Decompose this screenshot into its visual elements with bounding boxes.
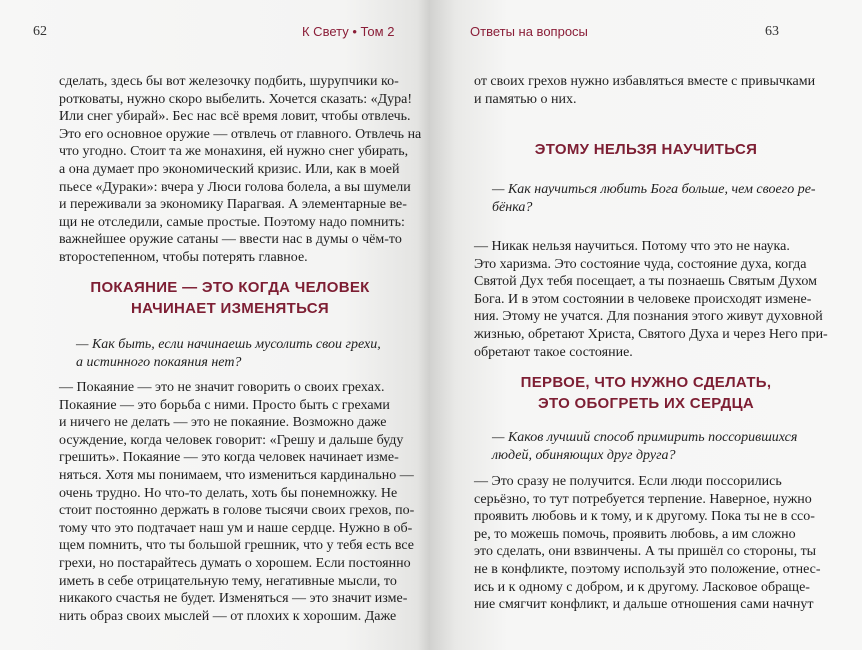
text-line: второстепенном, чтобы потерять главное. [59,249,308,265]
text-line: — Покаяние — это не значит говорить о своих грехах. [59,380,385,395]
text-line: щем помнить, что ты большой грешник, что у тебя есть все [59,538,414,554]
text-line: ПЕРВОЕ, ЧТО НУЖНО СДЕЛАТЬ, [520,374,772,391]
text-line: иметь в себе отрицательную тему, негативные мысли, то [59,573,397,589]
right-page-number: 63 [765,24,779,39]
text-line: нить образ своих мыслей — от плохих к хорошим. Даже [59,608,397,624]
text-line: жизнью, обретают Христа, Святого Духа и через Него при- [474,326,828,342]
text-line: ние смягчит конфликт, и дальше отношения сами начнут [474,597,814,613]
text-line: а она думает про экономический кризис. Или, как в моей [59,161,400,177]
text-line: от своих грехов нужно избавляться вместе с привычками [474,74,816,89]
text-line: осуждение, когда человек говорит: «Грешу и дальше буду [59,432,404,448]
text-line: ре, то можешь помочь, проявить любовь, а им сложно [474,526,796,542]
text-line: серьёзно, то тут потребуется терпение. Наверное, нужно [474,491,812,507]
right-answer-2 [474,473,821,614]
text-line: Святой Дух тебя посещает, а ты познаешь Святым Духом [474,274,817,290]
left-paragraph-1 [59,73,422,267]
text-line: — Как научиться любить Бога больше, чем своего ре- [492,182,816,197]
right-question-2 [492,429,797,464]
text-line: грехи, но постарайтесь думать о хорошем. Если постоянно [59,555,411,571]
text-line: ЭТО ОБОГРЕТЬ ИХ СЕРДЦА [538,395,754,412]
text-line: тому что это подтачает наш ум и наше сердце. Нужно в об- [59,520,413,536]
text-line: проявить любовь и к тому, и к другому. Пока ты не в ссо- [474,509,815,525]
left-running-title: К Свету • Том 2 [302,24,395,39]
text-line: это сделать, они взвинчены. А ты пришёл со стороны, ты [474,544,817,560]
text-line: Покаяние — это борьба с ними. Просто быть с грехами [59,397,390,413]
text-line: важнейшее оружие сатаны — ввести нас в думы о чём-то [59,232,402,248]
text-line: ЭТОМУ НЕЛЬЗЯ НАУЧИТЬСЯ [534,141,758,158]
text-line: — Каков лучший способ примирить поссорившихся [492,430,798,445]
text-line: сделать, здесь бы вот железочку подбить, шурупчики ко- [59,74,399,89]
right-answer-1 [474,238,828,361]
left-page [0,0,430,650]
text-line: и памятью о них. [474,91,577,107]
text-line: ния. Этому не учатся. Для познания этого живут духовной [474,309,823,325]
text-line: — Никак нельзя научиться. Потому что это не наука. [474,239,790,254]
text-line: НАЧИНАЕТ ИЗМЕНЯТЬСЯ [130,300,330,317]
left-page-number: 62 [33,24,47,39]
right-page [430,0,862,650]
text-line: и ничего не делать — это не покаяние. Возможно даже [59,415,387,431]
text-line: обретают такое состояние. [474,344,633,360]
left-question [76,336,381,371]
text-line: ротковаты, нужно скоро выбелить. Хочется сказать: «Дура! [59,91,413,107]
right-heading-1 [474,139,818,160]
text-line: Это его основное оружие — отвлечь от главного. Отвлечь на [59,126,422,142]
text-line: людей, обиняющих друг друга? [492,447,676,463]
text-line: никакого счастья не будет. Изменяться — это значит изме- [59,591,408,607]
text-line: что угодно. Стоит та же монахиня, ей нужно снег убирать, [59,144,409,160]
text-line: пьесе «Дураки»: вчера у Люси голова болела, а вы шумели [59,179,411,195]
right-intro [474,73,815,108]
left-section-heading [59,277,401,319]
left-answer [59,379,415,625]
text-line: щи не отследили, самые простые. Поэтому надо помнить: [59,214,405,230]
text-line: стоит постоянно держать в голове тысячи своих грехов, по- [59,503,415,519]
text-line: Это харизма. Это состояние чуда, состояние духа, когда [474,256,807,272]
text-line: очень трудно. Но что-то делать, хоть бы понемножку. Не [59,485,398,501]
text-line: — Это сразу не получится. Если люди поссорились [474,474,782,489]
text-line: ись и к одному с добром, и к другому. Ласковое обраще- [474,579,810,595]
text-line: ПОКАЯНИЕ — ЭТО КОГДА ЧЕЛОВЕК [90,279,370,296]
text-line: бёнка? [492,199,533,215]
text-line: а истинного покаяния нет? [76,354,242,370]
text-line: грешить». Покаяние — это когда человек начинает изме- [59,450,399,466]
text-line: Или снег убирай». Бес нас всё время ловит, чтобы отвлечь. [59,109,411,125]
text-line: не в конфликте, поэтому используй это положение, отнес- [474,561,821,577]
right-question-1 [492,181,816,216]
right-heading-2 [474,372,818,414]
text-line: и переживали за экономику Парагвая. А элементарные ве- [59,197,407,213]
text-line: — Как быть, если начинаешь мусолить свои грехи, [76,337,381,352]
text-line: няться. Хотя мы понимаем, что измениться кардинально — [59,467,414,483]
right-running-title: Ответы на вопросы [470,24,588,39]
text-line: Бога. И в этом состоянии в человеке происходят измене- [474,291,812,307]
